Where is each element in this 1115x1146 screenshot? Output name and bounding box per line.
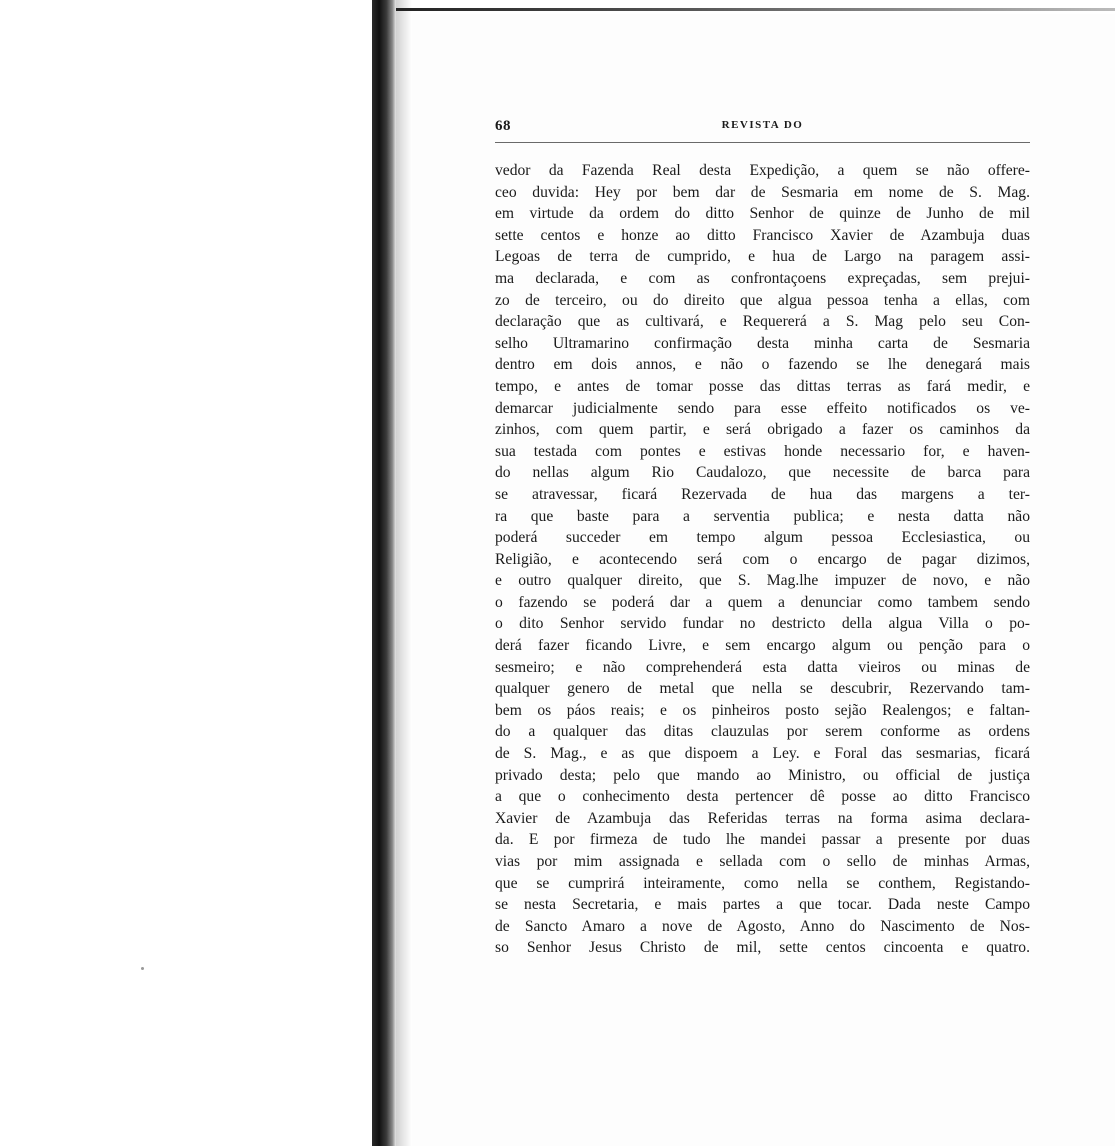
body-text	[495, 160, 1030, 959]
text-line: poderá succeder em tempo algum pessoa Ecclesiastica, ou	[495, 529, 1030, 547]
text-line: declaração que as cultivará, e Requererá a S. Mag pelo seu Con-	[495, 313, 1030, 331]
text-line: sesmeiro; e não comprehenderá esta datta vieiros ou minas de	[495, 658, 1030, 676]
gutter-shadow	[396, 0, 412, 1146]
running-head	[495, 118, 1030, 138]
text-line: selho Ultramarino confirmação desta minha carta de Sesmaria	[495, 334, 1030, 352]
scan-speck	[141, 967, 144, 970]
running-title: REVISTA DO	[721, 119, 804, 131]
text-line: e outro qualquer direito, que S. Mag.lhe impuzer de novo, e não	[495, 572, 1030, 590]
text-line: de S. Mag., e as que dispoem a Ley. e Foral das sesmarias, ficará	[495, 745, 1030, 763]
text-line: vias por mim assignada e sellada com o sello de minhas Armas,	[495, 853, 1030, 870]
page-top-edge	[396, 8, 1115, 11]
text-line: Xavier de Azambuja das Referidas terras na forma asima declara-	[495, 809, 1030, 827]
text-line: da. E por firmeza de tudo lhe mandei passar a presente por duas	[495, 831, 1030, 849]
text-line: dentro em dois annos, e não o fazendo se lhe denegará mais	[495, 356, 1030, 374]
page-number: 68	[495, 118, 511, 134]
text-line: que se cumprirá inteiramente, como nella se conthem, Registando-	[495, 874, 1030, 892]
text-line: zinhos, com quem partir, e será obrigado a fazer os caminhos da	[495, 421, 1030, 439]
text-line: se atravessar, ficará Rezervada de hua das margens a ter-	[495, 485, 1030, 503]
text-line: se nesta Secretaria, e mais partes a que tocar. Dada neste Campo	[495, 896, 1030, 914]
text-line: a que o conhecimento desta pertencer dê posse ao ditto Francisco	[495, 788, 1030, 806]
text-line: o dito Senhor servido fundar no destricto della algua Villa o po-	[495, 615, 1030, 633]
text-line: so Senhor Jesus Christo de mil, sette centos cincoenta e quatro.	[495, 939, 1030, 957]
text-line: vedor da Fazenda Real desta Expedição, a quem se não offere-	[495, 162, 1030, 179]
text-line: ra que baste para a serventia publica; e nesta datta não	[495, 507, 1030, 525]
text-line: em virtude da ordem do ditto Senhor de quinze de Junho de mil	[495, 205, 1030, 223]
text-line: privado desta; pelo que mando ao Ministro, ou official de justiça	[495, 766, 1030, 784]
header-rule	[495, 142, 1030, 143]
text-line: do a qualquer das ditas clauzulas por serem conforme as ordens	[495, 723, 1030, 741]
text-line: ceo duvida: Hey por bem dar de Sesmaria em nome de S. Mag.	[495, 183, 1030, 201]
text-line: Legoas de terra de cumprido, e hua de Largo na paragem assi-	[495, 248, 1030, 266]
text-line: ma declarada, e com as confrontaçoens expreçadas, sem prejui-	[495, 269, 1030, 287]
text-line: do nellas algum Rio Caudalozo, que necessite de barca para	[495, 464, 1030, 482]
facing-page-margin	[0, 0, 370, 1146]
text-line: derá fazer ficando Livre, e sem encargo algum ou penção para o	[495, 637, 1030, 655]
text-line: demarcar judicialmente sendo para esse effeito notificados os ve-	[495, 399, 1030, 417]
text-line: Religião, e acontecendo será com o encargo de pagar dizimos,	[495, 550, 1030, 568]
text-line: tempo, e antes de tomar posse das dittas terras as fará medir, e	[495, 377, 1030, 395]
text-line: qualquer genero de metal que nella se descubrir, Rezervando tam-	[495, 680, 1030, 698]
text-line: bem os páos reais; e os pinheiros posto sejão Realengos; e faltan-	[495, 701, 1030, 719]
text-line: o fazendo se poderá dar a quem a denunciar como tambem sendo	[495, 593, 1030, 611]
text-line: de Sancto Amaro a nove de Agosto, Anno do Nascimento de Nos-	[495, 917, 1030, 935]
text-line: sua testada com pontes e estivas honde necessario for, e haven-	[495, 442, 1030, 460]
text-line: zo de terceiro, ou do direito que algua pessoa tenha a ellas, com	[495, 291, 1030, 309]
book-spine-gutter	[372, 0, 396, 1146]
text-line: sette centos e honze ao ditto Francisco Xavier de Azambuja duas	[495, 226, 1030, 244]
